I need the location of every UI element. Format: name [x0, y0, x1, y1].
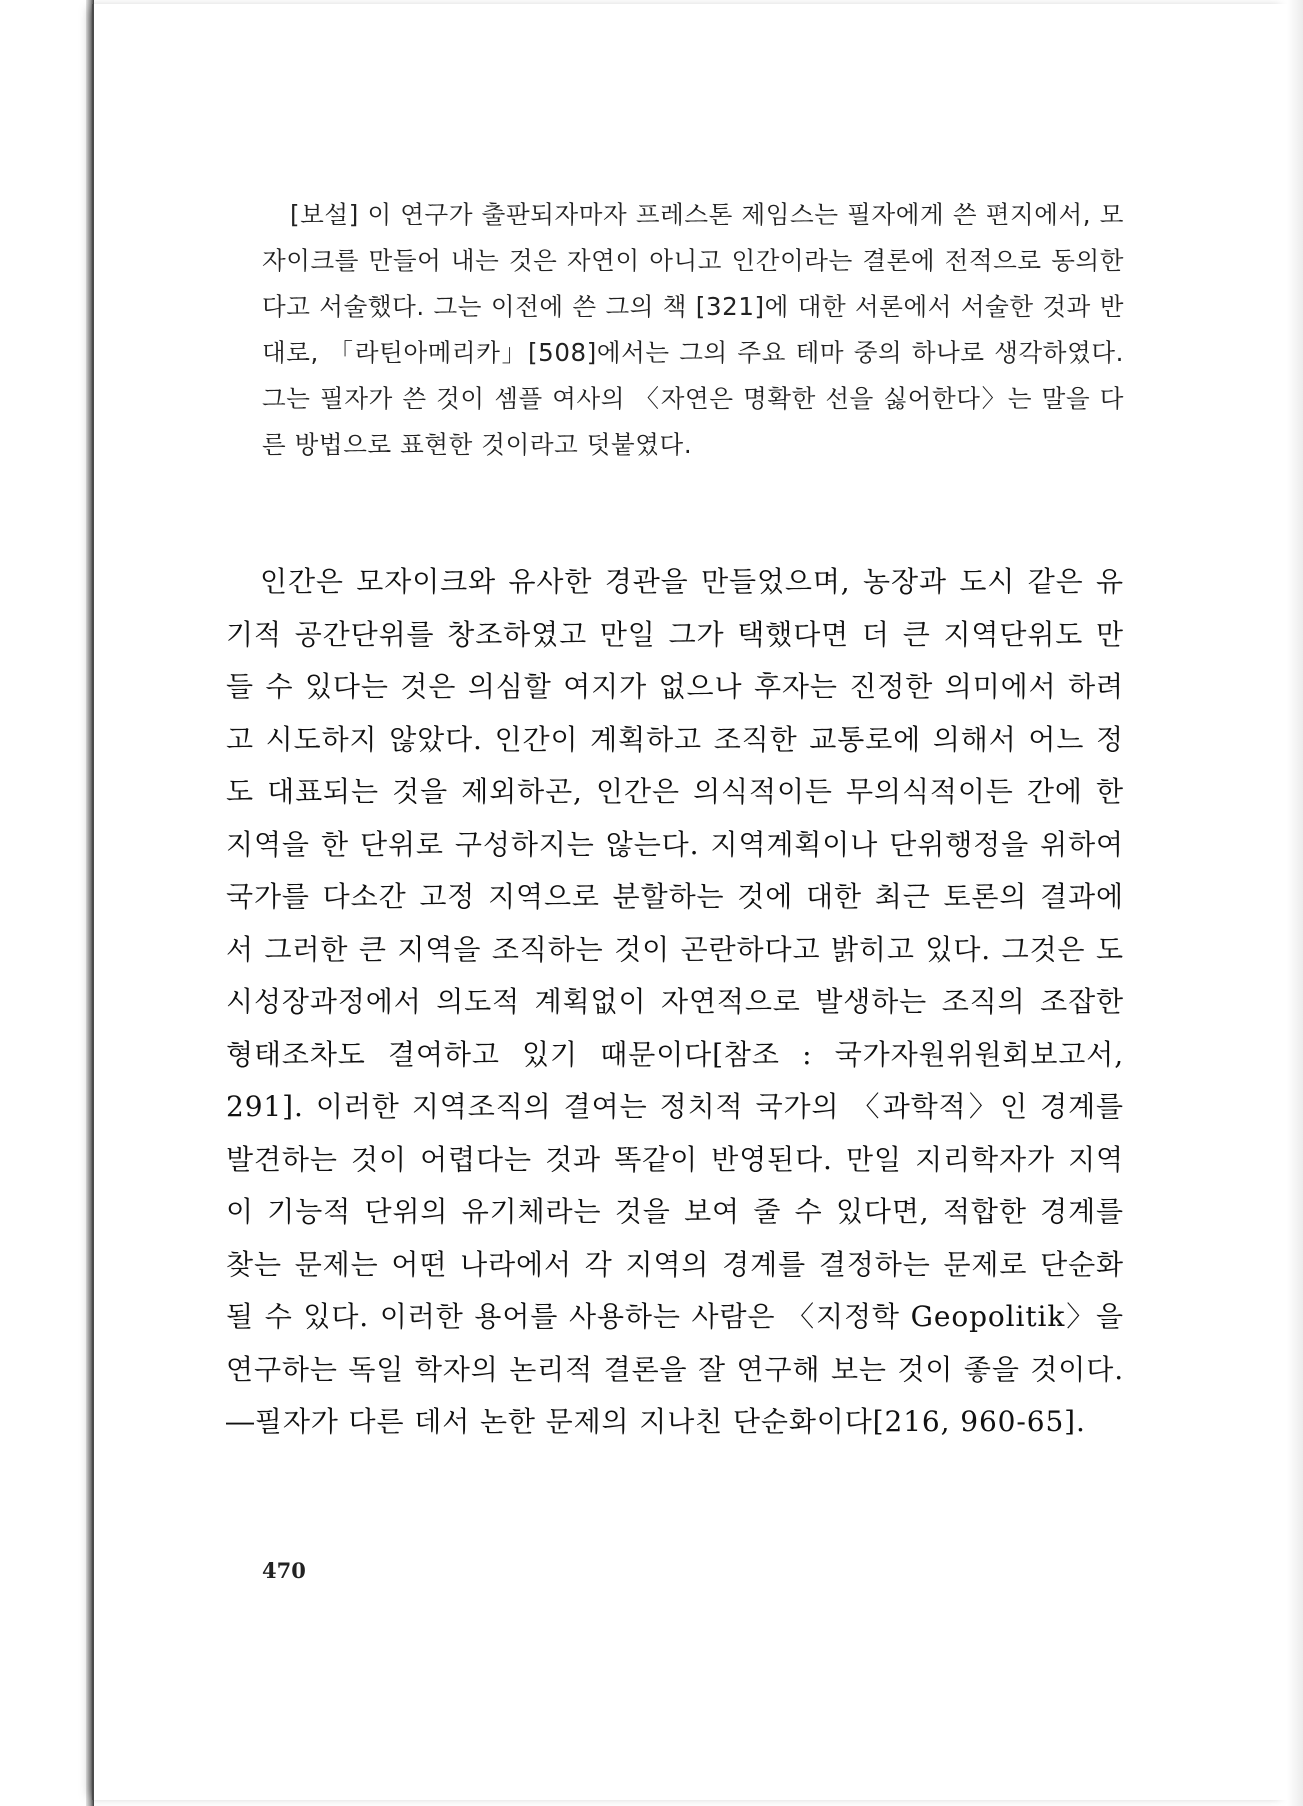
page-edge-shade — [1287, 0, 1303, 1806]
supplementary-note — [262, 192, 1124, 468]
main-text-block — [226, 556, 1124, 1449]
main-paragraph: 인간은 모자이크와 유사한 경관을 만들었으며, 농장과 도시 같은 유기적 공간단위를 창조하였고 만일 그가 택했다면 더 큰 지역단위도 만들 수 있다는 것은 의심할 여지가 없으나 후자는 진정한 의미에서 하려고 시도하지 않았다. 인간이 계획하고 조직한 교통로에 의해서 어느 정도 대표되는 것을 제외하곤, 인간은 의식적이든 무의식적이든 간에 한 지역을 한 단위로 구성하지는 않는다. 지역계획이나 단위행정을 위하여 국가를 다소간 고정 지역으로 분할하는 것에 대한 최근 토론의 결과에서 그러한 큰 지역을 조직하는 것이 곤란하다고 밝히고 있다. 그것은 도시성장과정에서 의도적 계획없이 자연적으로 발생하는 조직의 조잡한 형태조차도 결여하고 있기 때문이다[참조 : 국가자원위원회보고서, 291]. 이러한 지역조직의 결여는 정치적 국가의 〈과학적〉인 경계를 발견하는 것이 어렵다는 것과 똑같이 반영된다. 만일 지리학자가 지역이 기능적 단위의 유기체라는 것을 보여 줄 수 있다면, 적합한 경계를 찾는 문제는 어떤 나라에서 각 지역의 경계를 결정하는 문제로 단순화될 수 있다. 이러한 용어를 사용하는 사람은 〈지정학 Geopolitik〉을 연구하는 독일 학자의 논리적 결론을 잘 연구해 보는 것이 좋을 것이다. ―필자가 다른 데서 논한 문제의 지나친 단순화이다[216, 960-65]. — [226, 565, 1124, 1438]
note-paragraph: [보설] 이 연구가 출판되자마자 프레스톤 제임스는 필자에게 쓴 편지에서, 모자이크를 만들어 내는 것은 자연이 아니고 인간이라는 결론에 전적으로 동의한다고 서술했다. 그는 이전에 쓴 그의 책 [321]에 대한 서론에서 서술한 것과 반대로, 「라틴아메리카」[508]에서는 그의 주요 테마 중의 하나로 생각하였다. 그는 필자가 쓴 것이 셈플 여사의 〈자연은 명확한 선을 싫어한다〉는 말을 다른 방법으로 표현한 것이라고 덧붙였다. — [262, 200, 1124, 459]
page-number: 470 — [262, 1558, 306, 1583]
